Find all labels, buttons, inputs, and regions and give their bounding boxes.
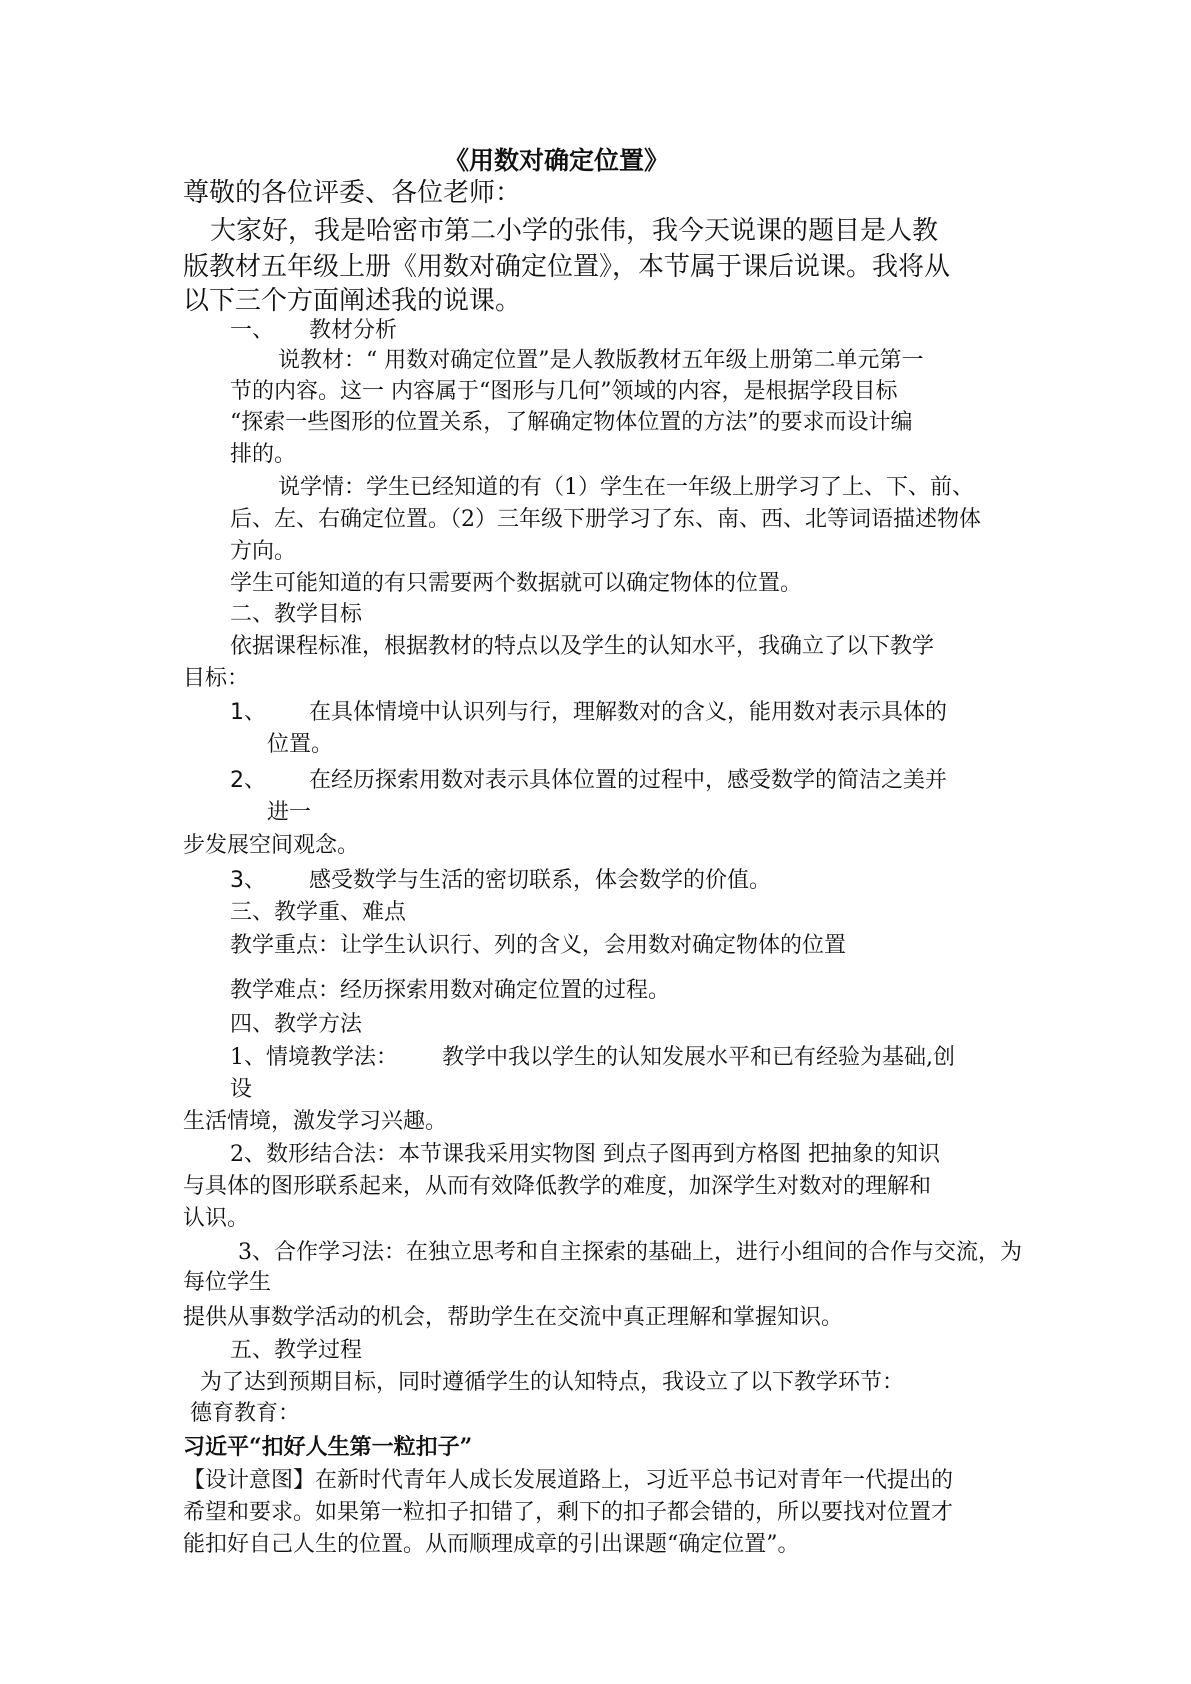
key-point: 教学重点：让学生认识行、列的含义，会用数对确定物体的位置: [230, 933, 847, 958]
process-intro: 为了达到预期目标，同时遵循学生的认知特点，我设立了以下教学环节：: [200, 1370, 905, 1395]
quote-title: 习近平“扣好人生第一粒扣子”: [183, 1434, 473, 1460]
method1-label: 1、情境教学法：: [230, 1045, 398, 1070]
design-intent-line: 能扣好自己人生的位置。从而顺理成章的引出课题“确定位置”。: [183, 1532, 800, 1557]
greeting: 尊敬的各位评委、各位老师：: [183, 178, 522, 208]
design-intent-line: 希望和要求。如果第一粒扣子扣错了，剩下的扣子都会错的，所以要找对位置才: [183, 1500, 954, 1525]
section4-title: 四、教学方法: [230, 1012, 363, 1037]
goal-number: 1、: [230, 700, 266, 725]
textbook-line: 排的。: [230, 442, 297, 467]
method2-line: 认识。: [183, 1206, 250, 1231]
intro-line: 大家好，我是哈密市第二小学的张伟，我今天说课的题目是人教: [210, 216, 939, 246]
textbook-line: 说教材：“ 用数对确定位置”是人教版教材五年级上册第二单元第一: [278, 348, 924, 373]
students-line: 方向。: [230, 539, 297, 564]
design-intent-line: 【设计意图】在新时代青年人成长发展道路上，习近平总书记对青年一代提出的: [183, 1468, 954, 1493]
method3-line: 提供从事数学活动的机会，帮助学生在交流中真正理解和掌握知识。: [183, 1305, 844, 1330]
section3-title: 三、教学重、难点: [230, 900, 407, 925]
goal-text: 进一: [267, 800, 312, 825]
method1-text: 生活情境，激发学习兴趣。: [183, 1109, 448, 1134]
difficult-point: 教学难点：经历探索用数对确定位置的过程。: [230, 978, 671, 1003]
method1-text: 教学中我以学生的认知发展水平和已有经验为基础,创: [442, 1045, 955, 1070]
textbook-line: 节的内容。这一 内容属于“图形与几何”领域的内容，是根据学段目标: [230, 379, 898, 404]
method1-text: 设: [230, 1077, 253, 1102]
students-line: 后、左、右确定位置。（2）三年级下册学习了东、南、西、北等词语描述物体: [230, 507, 981, 532]
section1-title: 教材分析: [309, 318, 398, 343]
students-line: 说学情：学生已经知道的有（1）学生在一年级上册学习了上、下、前、: [278, 475, 974, 500]
method2-line: 与具体的图形联系起来，从而有效降低教学的难度，加深学生对数对的理解和: [183, 1174, 932, 1199]
section5-title: 五、教学过程: [230, 1338, 363, 1363]
goal-number: 2、: [230, 768, 266, 793]
intro-line: 以下三个方面阐述我的说课。: [183, 286, 522, 316]
goal-text: 感受数学与生活的密切联系，体会数学的价值。: [309, 868, 772, 893]
goal-number: 3、: [230, 868, 266, 893]
method2-line: 2、数形结合法：本节课我采用实物图 到点子图再到方格图 把抽象的知识: [230, 1142, 940, 1167]
moral-education-label: 德育教育：: [190, 1401, 301, 1426]
intro-line: 版教材五年级上册《用数对确定位置》，本节属于课后说课。我将从: [183, 252, 951, 282]
document-title: 《用数对确定位置》: [444, 146, 670, 175]
section2-title: 二、教学目标: [230, 602, 363, 627]
section1-number: 一、: [230, 318, 275, 343]
method3-line: 3、合作学习法：在独立思考和自主探索的基础上，进行小组间的合作与交流，为: [238, 1240, 1022, 1265]
method3-line: 每位学生: [183, 1270, 272, 1295]
goals-intro: 依据课程标准，根据教材的特点以及学生的认知水平，我确立了以下教学: [230, 634, 935, 659]
goal-text: 步发展空间观念。: [183, 833, 360, 858]
goals-intro: 目标：: [183, 666, 250, 691]
students-may-know: 学生可能知道的有只需要两个数据就可以确定物体的位置。: [230, 571, 803, 596]
goal-text: 在具体情境中认识列与行，理解数对的含义，能用数对表示具体的: [309, 700, 948, 725]
goal-text: 在经历探索用数对表示具体位置的过程中，感受数学的简洁之美并: [309, 768, 948, 793]
textbook-line: “探索一些图形的位置关系，了解确定物体位置的方法”的要求而设计编: [230, 410, 913, 435]
goal-text: 位置。: [267, 732, 334, 757]
